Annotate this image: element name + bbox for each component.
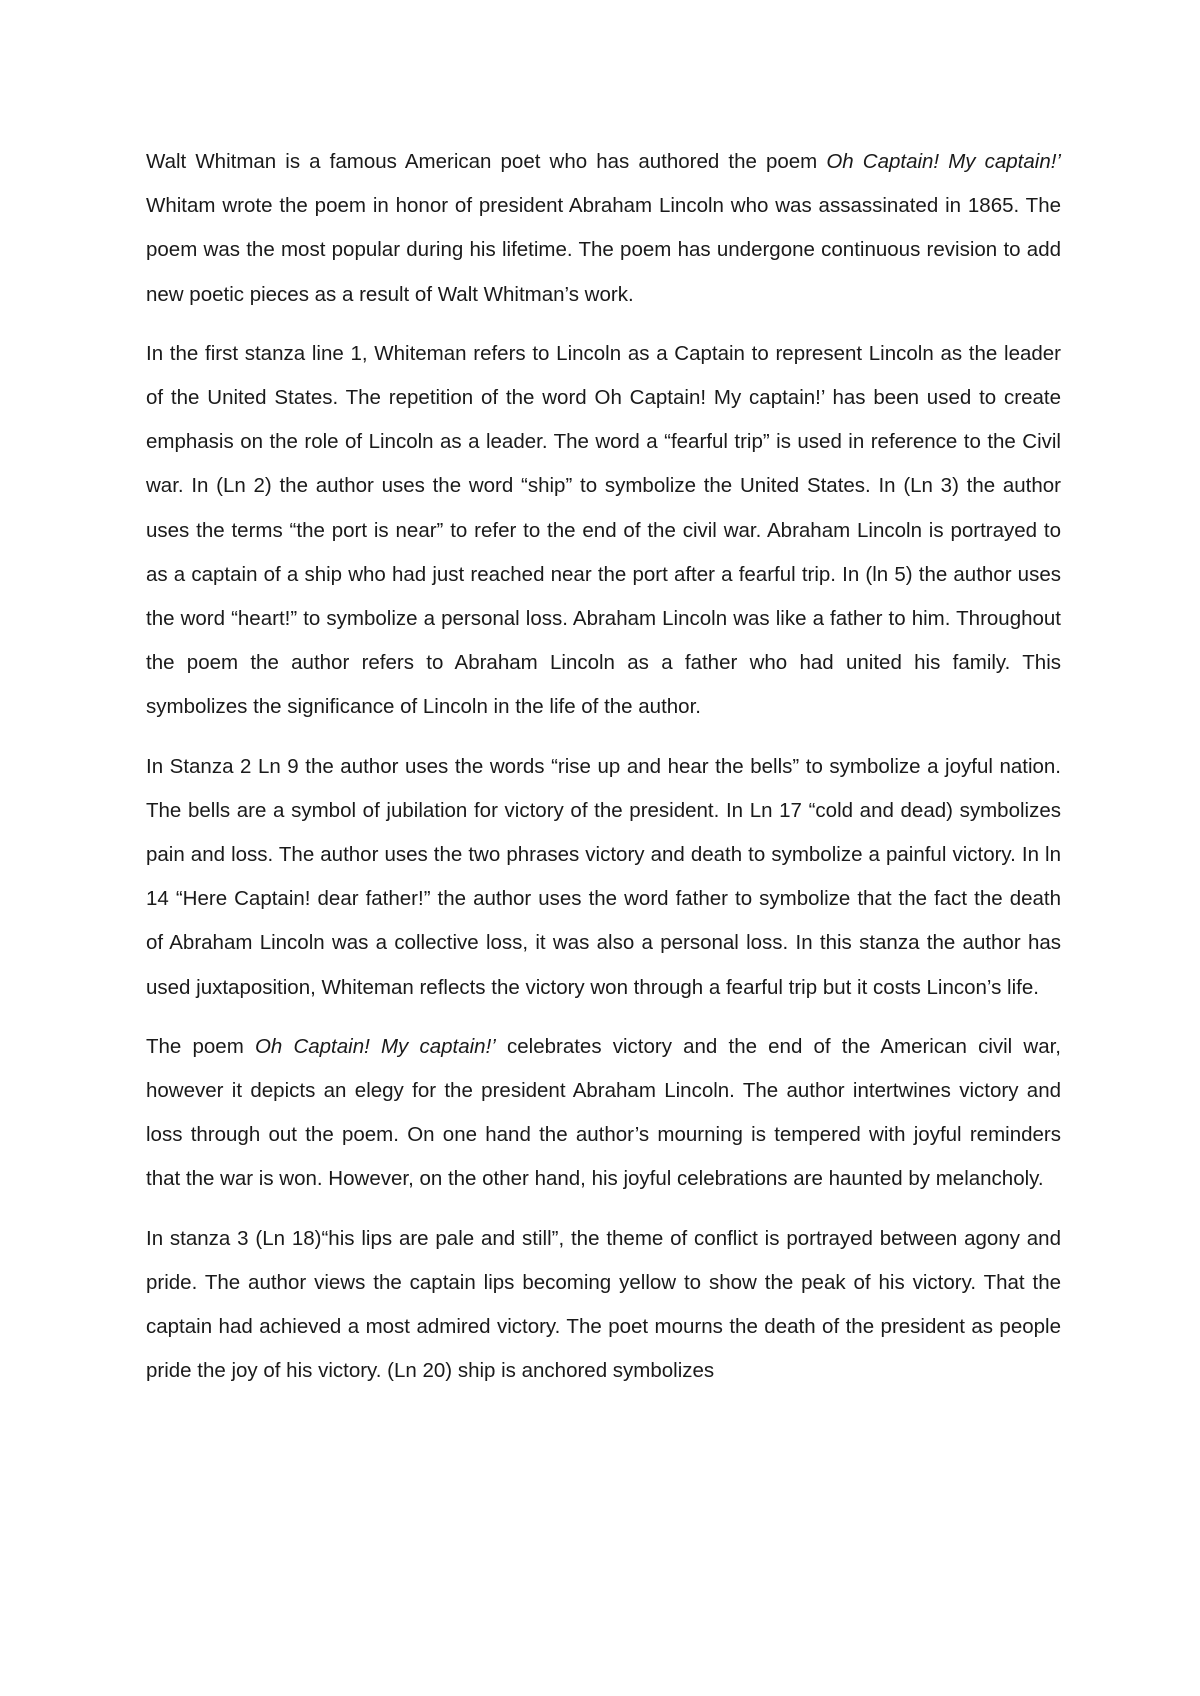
paragraph-stanza-1 bbox=[146, 332, 1061, 730]
paragraph-intro bbox=[146, 140, 1061, 317]
paragraph-text: celebrates victory and the end of the American civil war, however it depicts an elegy for the president Abraham Lincoln. The author intertwines victory and loss through out the poem. On one hand the author’s mourning is tempered with joyful reminders that the war is won. However, on the other hand, his joyful celebrations are haunted by melancholy. bbox=[146, 1034, 1061, 1191]
paragraph-text: In Stanza 2 Ln 9 the author uses the words “rise up and hear the bells” to symbolize a joyful nation. The bells are a symbol of jubilation for victory of the president. In Ln 17 “cold and dead) symbolizes pain and loss. The author uses the two phrases victory and death to symbolize a painful victory. In ln 14 “Here Captain! dear father!” the author uses the word father to symbolize that the fact the death of Abraham Lincoln was a collective loss, it was also a personal loss. In this stanza the author has used juxtaposition, Whiteman reflects the victory won through a fearful trip but it costs Lincon’s life. bbox=[146, 754, 1061, 999]
document-body bbox=[146, 140, 1061, 1408]
paragraph-elegy bbox=[146, 1025, 1061, 1202]
paragraph-stanza-2 bbox=[146, 745, 1061, 1010]
paragraph-text: The poem bbox=[146, 1034, 255, 1058]
paragraph-text: In stanza 3 (Ln 18)“his lips are pale and still”, the theme of conflict is portrayed between agony and pride. The author views the captain lips becoming yellow to show the peak of his victory. That the captain had achieved a most admired victory. The poet mourns the death of the president as people pride the joy of his victory. (Ln 20) ship is anchored symbolizes bbox=[146, 1226, 1061, 1383]
poem-title-italic: Oh Captain! My captain!’ bbox=[826, 150, 1061, 173]
paragraph-text: Walt Whitman is a famous American poet who has authored the poem bbox=[146, 150, 827, 173]
paragraph-text: Whitam wrote the poem in honor of president Abraham Lincoln who was assassinated in 1865. The poem was the most popular during his lifetime. The poem has undergone continuous revision to add new poetic pieces as a result of Walt Whitman’s work. bbox=[146, 194, 1061, 306]
paragraph-text: In the first stanza line 1, Whiteman refers to Lincoln as a Captain to represent Lincoln as the leader of the United States. The repetition of the word Oh Captain! My captain!’ has been used to create emphasis on the role of Lincoln as a leader. The word a “fearful trip” is used in reference to the Civil war. In (Ln 2) the author uses the word “ship” to symbolize the United States. In (Ln 3) the author uses the terms “the port is near” to refer to the end of the civil war. Abraham Lincoln is portrayed to as a captain of a ship who had just reached near the port after a fearful trip. In (ln 5) the author uses the word “heart!” to symbolize a personal loss. Abraham Lincoln was like a father to him. Throughout the poem the author refers to Abraham Lincoln as a father who had united his family. This symbolizes the significance of Lincoln in the life of the author. bbox=[146, 341, 1061, 719]
poem-title-italic: Oh Captain! My captain!’ bbox=[254, 1034, 496, 1058]
paragraph-stanza-3 bbox=[146, 1217, 1061, 1394]
